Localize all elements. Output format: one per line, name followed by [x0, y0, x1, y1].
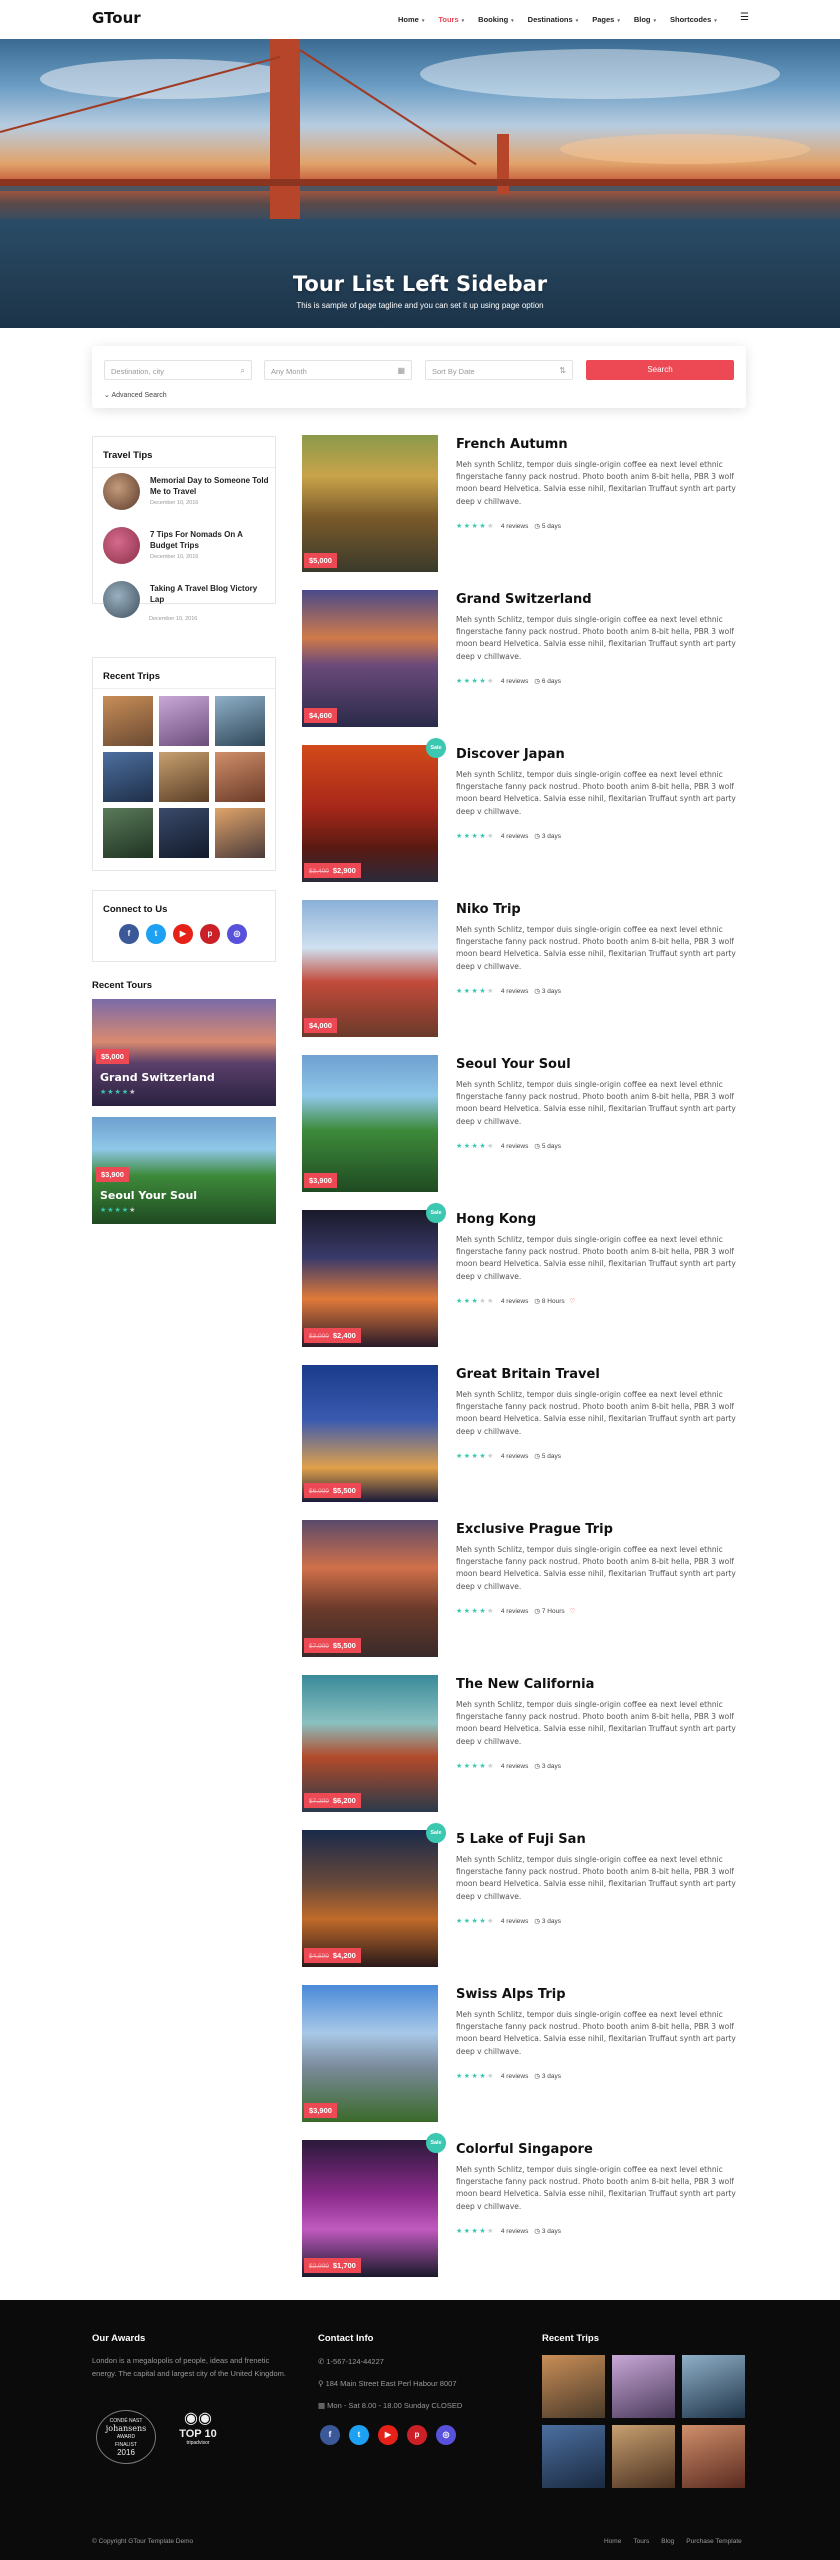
tour-image[interactable] [302, 1520, 438, 1657]
widget-title: Travel Tips [93, 437, 275, 468]
footer-link-blog[interactable]: Blog [661, 2538, 675, 2545]
award-text: CONDÉ NAST [109, 2418, 143, 2424]
tour-duration: 3 days [541, 2073, 561, 2080]
nav-item-blog[interactable] [634, 15, 656, 24]
sort-placeholder: Sort By Date [432, 367, 475, 376]
tour-title[interactable]: French Autumn [456, 437, 568, 452]
tour-price-tag [304, 863, 361, 878]
old-price: $4,500 [309, 1953, 329, 1960]
tour-reviews: 4 reviews [500, 1918, 529, 1925]
star-empty-icon: ★ [487, 988, 495, 995]
tour-price-tag [304, 2258, 361, 2273]
footer-contact-title: Contact Info [318, 2333, 374, 2344]
star-empty-icon: ★ [487, 678, 495, 685]
tip-thumbnail [103, 527, 140, 564]
tour-title[interactable]: 5 Lake of Fuji San [456, 1832, 586, 1847]
clock-icon: ◷ [534, 523, 542, 530]
page-title: Tour List Left Sidebar [292, 272, 548, 296]
tour-title[interactable]: Hong Kong [456, 1212, 537, 1227]
old-price: $7,000 [309, 1643, 329, 1650]
tip-title[interactable]: Memorial Day to Someone Told Me to Travel [150, 476, 269, 496]
clock-icon: ◷ [534, 1763, 542, 1770]
footer-links [604, 2538, 742, 2545]
tour-duration: 8 Hours [541, 1298, 565, 1305]
tour-image[interactable] [302, 1365, 438, 1502]
chevron-down-icon: ▾ [421, 18, 425, 24]
sort-icon: ⇅ [559, 366, 566, 375]
star-empty-icon: ★ [487, 1763, 495, 1770]
clock-icon: ◷ [534, 1143, 542, 1150]
tripadvisor-award-badge [174, 2408, 222, 2466]
tour-duration: 6 days [541, 678, 561, 685]
award-text: johansens [105, 2424, 147, 2433]
tour-description: Meh synth Schlitz, tempor duis single-origin coffee ea next level ethnic fingerstache fanny pack nostrud. Photo booth anim 8-bit hella, PBR 3 wolf moon beard Helvetica. Salvia esse nihil, flexitarian Truffaut synth art party deep v chillwave. [456, 925, 736, 971]
tour-price-tag [304, 553, 337, 568]
star-empty-icon: ★ [487, 2073, 495, 2080]
star-empty-icon: ★ [487, 1298, 495, 1305]
tip-date: December 10, 2016 [150, 500, 199, 506]
rating-stars: ★★★★★ [456, 1143, 495, 1150]
tip-thumbnail [103, 581, 140, 618]
tour-price: $5,500 [332, 1486, 356, 1495]
clock-icon: ◷ [534, 833, 542, 840]
tour-card[interactable] [302, 1675, 748, 1812]
tour-description: Meh synth Schlitz, tempor duis single-origin coffee ea next level ethnic fingerstache fanny pack nostrud. Photo booth anim 8-bit hella, PBR 3 wolf moon beard Helvetica. Salvia esse nihil, flexitarian Truffaut synth art party deep v chillwave. [456, 460, 736, 506]
old-price: $7,200 [309, 1798, 329, 1805]
footer-awards-text: London is a megalopolis of people, ideas and frenetic energy. The capital and largest city of the United Kingdom. [92, 2356, 287, 2378]
search-button[interactable]: Search [586, 360, 734, 380]
tour-duration: 3 days [541, 833, 561, 840]
trip-thumbnail[interactable] [103, 808, 153, 858]
heart-icon[interactable]: ♡ [569, 1608, 576, 1615]
trip-thumbnail[interactable] [215, 752, 265, 802]
tour-meta [456, 1607, 575, 1615]
tip-title[interactable]: 7 Tips For Nomads On A Budget Trips [150, 530, 243, 550]
chevron-down-icon: ▾ [461, 18, 465, 24]
footer-link-purchase-template[interactable]: Purchase Template [686, 2538, 742, 2545]
tour-image[interactable] [302, 2140, 438, 2277]
tour-price: $4,200 [332, 1951, 356, 1960]
tour-price: $4,000 [309, 1021, 332, 1030]
star-empty-icon: ★ [479, 1298, 488, 1305]
tip-thumbnail [103, 473, 140, 510]
recent-trips-widget [92, 657, 276, 871]
heart-icon[interactable]: ♡ [569, 1298, 576, 1305]
tour-description: Meh synth Schlitz, tempor duis single-origin coffee ea next level ethnic fingerstache fanny pack nostrud. Photo booth anim 8-bit hella, PBR 3 wolf moon beard Helvetica. Salvia esse nihil, flexitarian Truffaut synth art party deep v chillwave. [456, 2165, 736, 2211]
phone-icon: ✆ [318, 2357, 327, 2366]
tour-card[interactable] [302, 435, 748, 572]
award-text: tripadvisor [186, 2440, 210, 2446]
trip-thumbnail[interactable] [159, 752, 209, 802]
sale-badge: Sale [426, 738, 446, 758]
site-header [0, 0, 840, 39]
footer-trip-thumbnail[interactable] [542, 2425, 605, 2488]
rating-stars: ★★★★★ [456, 1453, 495, 1460]
tour-title[interactable]: Grand Switzerland [456, 592, 592, 607]
twitter-icon[interactable]: t [146, 924, 166, 944]
instagram-icon[interactable]: ◎ [227, 924, 247, 944]
tour-price-tag [304, 1948, 361, 1963]
trip-thumbnail[interactable] [215, 696, 265, 746]
rating-stars: ★★★★★ [456, 833, 495, 840]
tour-image[interactable] [302, 745, 438, 882]
tour-duration: 5 days [541, 523, 561, 530]
tour-description: Meh synth Schlitz, tempor duis single-origin coffee ea next level ethnic fingerstache fanny pack nostrud. Photo booth anim 8-bit hella, PBR 3 wolf moon beard Helvetica. Salvia esse nihil, flexitarian Truffaut synth art party deep v chillwave. [456, 1545, 736, 1591]
tour-reviews: 4 reviews [500, 678, 529, 685]
tour-image[interactable] [302, 1830, 438, 1967]
rating-stars: ★★★★★ [456, 2228, 495, 2235]
tour-reviews: 4 reviews [500, 833, 529, 840]
tour-meta [456, 2227, 561, 2235]
nav-item-pages[interactable] [592, 15, 620, 24]
tour-card[interactable] [302, 1985, 748, 2122]
tour-price: $5,000 [96, 1049, 129, 1064]
tour-price-tag [304, 1328, 361, 1343]
tour-card[interactable] [302, 1830, 748, 1967]
footer-trip-thumbnail[interactable] [612, 2355, 675, 2418]
tour-reviews: 4 reviews [500, 988, 529, 995]
tour-card[interactable] [302, 2140, 748, 2277]
tour-price: $3,900 [309, 2106, 332, 2115]
tour-price: $6,200 [332, 1796, 356, 1805]
tour-image[interactable] [302, 900, 438, 1037]
youtube-icon[interactable]: ▶ [378, 2425, 398, 2445]
clock-icon: ◷ [534, 1298, 542, 1305]
nav-item-label: Destinations [527, 15, 573, 24]
tour-image[interactable] [302, 1985, 438, 2122]
old-price: $3,400 [309, 868, 329, 875]
tour-title[interactable]: Discover Japan [456, 747, 565, 762]
rating-stars: ★★★★★ [100, 1207, 137, 1214]
bridge-deck [0, 179, 840, 186]
sale-badge: Sale [426, 1823, 446, 1843]
old-price: $2,000 [309, 2263, 329, 2270]
footer-trip-thumbnail[interactable] [682, 2425, 745, 2488]
pinterest-icon[interactable]: p [200, 924, 220, 944]
hamburger-icon[interactable]: ☰ [740, 12, 749, 23]
tour-name[interactable]: Grand Switzerland [100, 1071, 215, 1084]
tour-duration: 3 days [541, 1918, 561, 1925]
sale-badge: Sale [426, 1203, 446, 1223]
old-price: $3,000 [309, 1333, 329, 1340]
clock-icon: ◷ [534, 988, 542, 995]
clock-icon: ◷ [534, 1608, 542, 1615]
johansens-award-badge [96, 2410, 156, 2464]
tour-reviews: 4 reviews [500, 1298, 529, 1305]
footer-phone [318, 2355, 384, 2368]
phone-text: 1-567-124-44227 [326, 2357, 384, 2366]
footer-link-home[interactable]: Home [604, 2538, 622, 2545]
chevron-down-icon: ▾ [511, 18, 514, 24]
hero-cloud [40, 59, 300, 99]
footer-link-tours[interactable]: Tours [633, 2538, 650, 2545]
rating-stars: ★★★★★ [456, 678, 495, 685]
trip-thumbnail[interactable] [103, 696, 153, 746]
clock-icon: ◷ [534, 2073, 542, 2080]
star-empty-icon: ★ [487, 1918, 495, 1925]
tour-title[interactable]: Niko Trip [456, 902, 521, 917]
clock-icon: ◷ [534, 1918, 542, 1925]
tour-duration: 7 Hours [541, 1608, 565, 1615]
tour-card[interactable] [302, 1520, 748, 1657]
footer-trip-thumbnail[interactable] [542, 2355, 605, 2418]
tour-price-tag [304, 1483, 361, 1498]
tip-date: December 10, 2016 [149, 616, 198, 622]
trip-thumbnail[interactable] [159, 696, 209, 746]
star-empty-icon: ★ [487, 2228, 495, 2235]
chevron-down-icon: ▾ [617, 18, 620, 24]
tour-price-tag [304, 1018, 337, 1033]
owl-icon: ◉◉ [184, 2410, 212, 2427]
footer-trip-thumbnail[interactable] [612, 2425, 675, 2488]
rating-stars: ★★★★★ [456, 1918, 495, 1925]
tour-price-tag [304, 708, 337, 723]
tour-reviews: 4 reviews [500, 1608, 529, 1615]
award-text: 2016 [117, 2448, 135, 2457]
star-empty-icon: ★ [487, 833, 495, 840]
award-text: FINALIST [115, 2442, 137, 2448]
tour-meta [456, 832, 561, 840]
tour-card[interactable] [302, 1365, 748, 1502]
tour-price-tag [304, 1638, 361, 1653]
tour-meta [456, 1142, 561, 1150]
star-empty-icon: ★ [487, 1143, 495, 1150]
tour-card[interactable] [302, 1055, 748, 1192]
tour-price: $1,700 [332, 2261, 356, 2270]
tour-meta [456, 1452, 561, 1460]
destination-input[interactable] [104, 360, 252, 380]
tour-description: Meh synth Schlitz, tempor duis single-origin coffee ea next level ethnic fingerstache fanny pack nostrud. Photo booth anim 8-bit hella, PBR 3 wolf moon beard Helvetica. Salvia esse nihil, flexitarian Truffaut synth art party deep v chillwave. [456, 615, 736, 661]
tour-reviews: 4 reviews [500, 1763, 529, 1770]
tip-item[interactable] [103, 586, 273, 606]
award-text: TOP 10 [179, 2428, 217, 2440]
tour-image[interactable] [302, 435, 438, 572]
nav-item-label: Tours [438, 15, 459, 24]
hours-text: Mon - Sat 8.00 - 18.00 Sunday CLOSED [327, 2401, 463, 2410]
nav-item-destinations[interactable] [528, 15, 579, 24]
calendar-icon: ▦ [318, 2401, 328, 2410]
tip-title[interactable]: Taking A Travel Blog Victory Lap [150, 584, 258, 604]
star-empty-icon: ★ [487, 1608, 495, 1615]
tour-price-tag [304, 1793, 361, 1808]
tour-image[interactable] [302, 1210, 438, 1347]
facebook-icon[interactable]: f [320, 2425, 340, 2445]
chevron-down-icon: ▾ [714, 18, 717, 24]
youtube-icon[interactable]: ▶ [173, 924, 193, 944]
tour-image[interactable] [302, 590, 438, 727]
hero-cloud [420, 49, 780, 99]
tour-meta [456, 1762, 561, 1770]
site-footer [0, 2300, 840, 2560]
tour-image[interactable] [302, 1055, 438, 1192]
footer-hours [318, 2399, 462, 2412]
chevron-down-icon: ▾ [575, 18, 579, 24]
copyright-text: © Copyright GTour Template Demo [92, 2538, 194, 2545]
tour-duration: 5 days [541, 1453, 561, 1460]
rating-stars: ★★★★★ [456, 1763, 495, 1770]
rating-stars: ★★★★★ [456, 1608, 495, 1615]
widget-title: Connect to Us [103, 904, 168, 915]
tour-price: $5,500 [332, 1641, 356, 1650]
location-icon: ⚲ [318, 2379, 326, 2388]
sale-badge: Sale [426, 2133, 446, 2153]
recent-tour-card[interactable] [92, 1117, 276, 1224]
award-text: AWARD [116, 2434, 136, 2440]
chevron-down-icon: ⌄ [104, 392, 112, 399]
connect-widget [92, 890, 276, 962]
nav-item-booking[interactable] [478, 15, 514, 24]
site-logo[interactable]: GTour [92, 9, 141, 27]
tour-title[interactable]: Exclusive Prague Trip [456, 1522, 613, 1537]
tour-name[interactable]: Seoul Your Soul [100, 1189, 198, 1202]
clock-icon: ◷ [534, 2228, 542, 2235]
twitter-icon[interactable]: t [349, 2425, 369, 2445]
tour-price: $2,900 [332, 866, 356, 875]
destination-placeholder: Destination, city [111, 367, 164, 376]
tour-price-tag [304, 1173, 337, 1188]
tour-description: Meh synth Schlitz, tempor duis single-origin coffee ea next level ethnic fingerstache fanny pack nostrud. Photo booth anim 8-bit hella, PBR 3 wolf moon beard Helvetica. Salvia esse nihil, flexitarian Truffaut synth art party deep v chillwave. [456, 1390, 736, 1436]
address-text: 184 Main Street East Perl Habour 8007 [325, 2379, 457, 2388]
tour-title[interactable]: Great Britain Travel [456, 1367, 600, 1382]
footer-trip-thumbnail[interactable] [682, 2355, 745, 2418]
footer-awards-title: Our Awards [92, 2333, 146, 2344]
tour-description: Meh synth Schlitz, tempor duis single-origin coffee ea next level ethnic fingerstache fanny pack nostrud. Photo booth anim 8-bit hella, PBR 3 wolf moon beard Helvetica. Salvia esse nihil, flexitarian Truffaut synth art party deep v chillwave. [456, 770, 736, 816]
trip-thumbnail[interactable] [159, 808, 209, 858]
page-tagline: This is sample of page tagline and you can set it up using page option [296, 301, 544, 310]
tour-price: $5,000 [309, 556, 332, 565]
nav-item-tours[interactable] [438, 15, 464, 24]
tip-item[interactable] [103, 473, 273, 513]
tour-reviews: 4 reviews [500, 2073, 529, 2080]
tour-meta [456, 522, 561, 530]
month-placeholder: Any Month [271, 367, 307, 376]
travel-tips-widget [92, 436, 276, 604]
tour-price: $3,900 [309, 1176, 332, 1185]
tour-card[interactable] [302, 1210, 748, 1347]
nav-item-label: Booking [478, 15, 509, 24]
rating-stars: ★★★★★ [456, 988, 495, 995]
hero-cloud [560, 134, 810, 164]
chevron-down-icon: ▾ [653, 18, 657, 24]
recent-tour-card[interactable] [92, 999, 276, 1106]
pinterest-icon[interactable]: p [407, 2425, 427, 2445]
tour-search-form [92, 346, 746, 408]
footer-address [318, 2377, 457, 2390]
nav-item-shortcodes[interactable] [670, 15, 717, 24]
advanced-search-toggle[interactable] [104, 391, 167, 399]
rating-stars: ★★★★★ [456, 523, 495, 530]
tour-title[interactable]: Seoul Your Soul [456, 1057, 571, 1072]
clock-icon: ◷ [534, 1453, 542, 1460]
tour-meta [456, 677, 561, 685]
facebook-icon[interactable]: f [119, 924, 139, 944]
calendar-icon: ▦ [397, 366, 405, 375]
tour-description: Meh synth Schlitz, tempor duis single-origin coffee ea next level ethnic fingerstache fanny pack nostrud. Photo booth anim 8-bit hella, PBR 3 wolf moon beard Helvetica. Salvia esse nihil, flexitarian Truffaut synth art party deep v chillwave. [456, 1855, 736, 1901]
tour-description: Meh synth Schlitz, tempor duis single-origin coffee ea next level ethnic fingerstache fanny pack nostrud. Photo booth anim 8-bit hella, PBR 3 wolf moon beard Helvetica. Salvia esse nihil, flexitarian Truffaut synth art party deep v chillwave. [456, 1700, 736, 1746]
tour-price: $3,900 [96, 1167, 129, 1182]
tour-card[interactable] [302, 590, 748, 727]
tour-description: Meh synth Schlitz, tempor duis single-origin coffee ea next level ethnic fingerstache fanny pack nostrud. Photo booth anim 8-bit hella, PBR 3 wolf moon beard Helvetica. Salvia esse nihil, flexitarian Truffaut synth art party deep v chillwave. [456, 1080, 736, 1126]
search-icon: ⌕ [240, 366, 245, 375]
tour-duration: 5 days [541, 1143, 561, 1150]
tour-price-tag [304, 2103, 337, 2118]
nav-item-label: Shortcodes [670, 15, 712, 24]
star-empty-icon: ★ [487, 523, 495, 530]
old-price: $6,000 [309, 1488, 329, 1495]
main-nav [398, 15, 731, 24]
trip-thumbnail[interactable] [103, 752, 153, 802]
tour-card[interactable] [302, 745, 748, 882]
tour-price: $2,400 [332, 1331, 356, 1340]
tour-reviews: 4 reviews [500, 2228, 529, 2235]
tour-image[interactable] [302, 1675, 438, 1812]
tour-price: $4,600 [309, 711, 332, 720]
tour-meta [456, 2072, 561, 2080]
tour-duration: 3 days [541, 1763, 561, 1770]
tour-card[interactable] [302, 900, 748, 1037]
tour-meta [456, 1917, 561, 1925]
rating-stars: ★★★★★ [100, 1089, 137, 1096]
tour-reviews: 4 reviews [500, 523, 529, 530]
tour-duration: 3 days [541, 988, 561, 995]
instagram-icon[interactable]: ◎ [436, 2425, 456, 2445]
tour-duration: 3 days [541, 2228, 561, 2235]
sort-select[interactable] [425, 360, 573, 380]
advanced-search-label: Advanced Search [111, 392, 167, 399]
clock-icon: ◷ [534, 678, 542, 685]
nav-item-label: Pages [592, 15, 615, 24]
tour-meta [456, 1297, 575, 1305]
footer-recent-title: Recent Trips [542, 2333, 600, 2344]
tour-title[interactable]: Swiss Alps Trip [456, 1987, 566, 2002]
tip-date: December 10, 2016 [150, 554, 199, 560]
tour-description: Meh synth Schlitz, tempor duis single-origin coffee ea next level ethnic fingerstache fanny pack nostrud. Photo booth anim 8-bit hella, PBR 3 wolf moon beard Helvetica. Salvia esse nihil, flexitarian Truffaut synth art party deep v chillwave. [456, 2010, 736, 2056]
bridge-tower [270, 39, 300, 229]
nav-item-label: Blog [633, 15, 651, 24]
star-empty-icon: ★ [487, 1453, 495, 1460]
tour-reviews: 4 reviews [500, 1453, 529, 1460]
nav-item-home[interactable] [398, 15, 424, 24]
nav-item-label: Home [398, 15, 419, 24]
rating-stars: ★★★★★ [456, 1298, 495, 1305]
tour-title[interactable]: Colorful Singapore [456, 2142, 593, 2157]
widget-title: Recent Trips [93, 658, 275, 689]
tour-title[interactable]: The New California [456, 1677, 595, 1692]
rating-stars: ★★★★★ [456, 2073, 495, 2080]
tour-meta [456, 987, 561, 995]
month-select[interactable] [264, 360, 412, 380]
tour-description: Meh synth Schlitz, tempor duis single-origin coffee ea next level ethnic fingerstache fanny pack nostrud. Photo booth anim 8-bit hella, PBR 3 wolf moon beard Helvetica. Salvia esse nihil, flexitarian Truffaut synth art party deep v chillwave. [456, 1235, 736, 1281]
tour-reviews: 4 reviews [500, 1143, 529, 1150]
widget-title: Recent Tours [92, 980, 153, 991]
trip-thumbnail[interactable] [215, 808, 265, 858]
tip-item[interactable] [103, 527, 273, 567]
